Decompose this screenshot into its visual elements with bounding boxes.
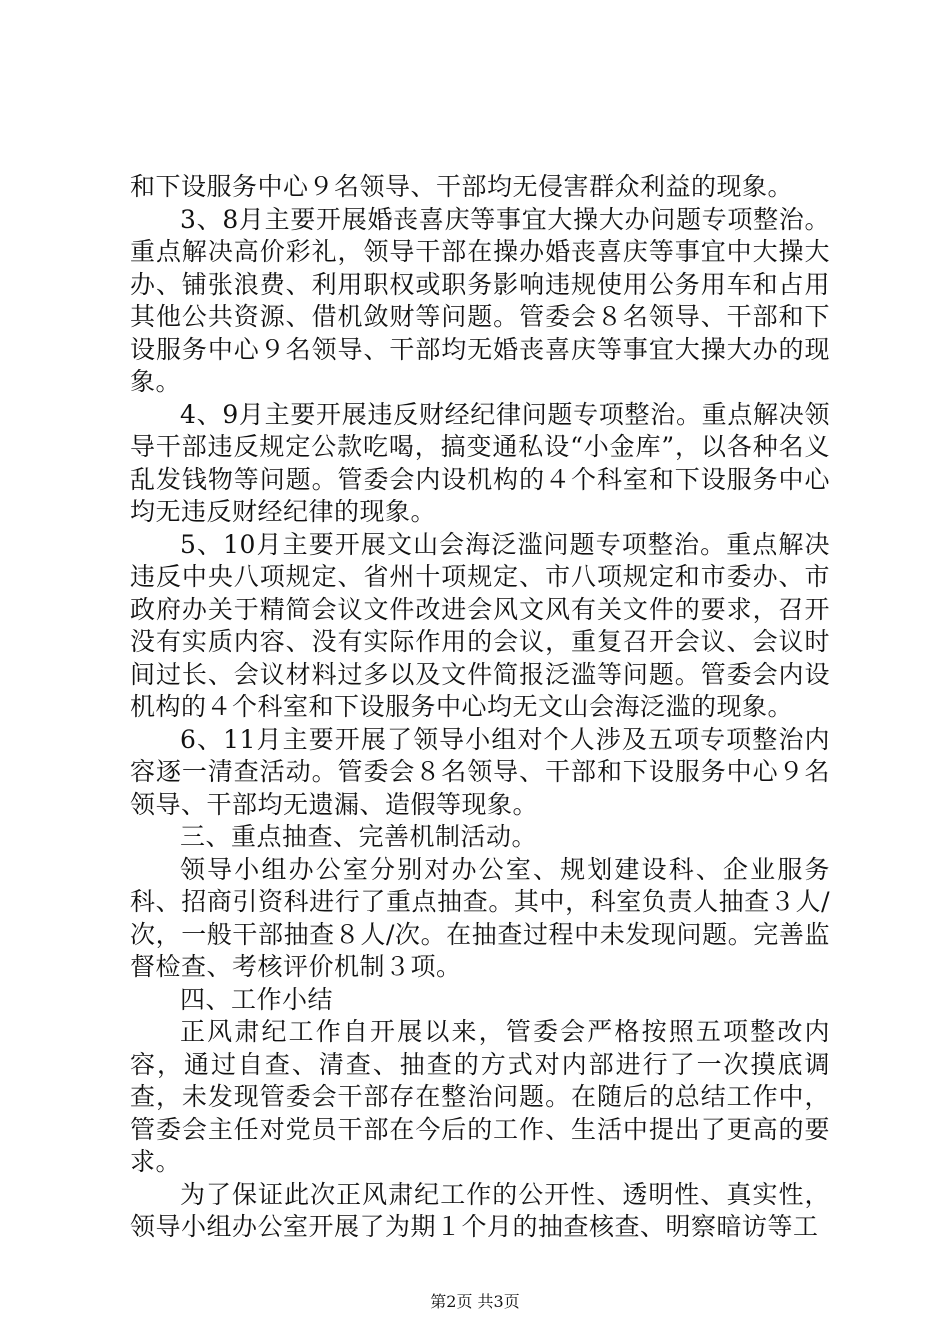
paragraph-item-4: 4、9月主要开展违反财经纪律问题专项整治。重点解决领导干部违反规定公款吃喝，搞变通私设“小金库”，以各种名义乱发钱物等问题。管委会内设机构的４个科室和下设服务中心均无违反财经纪律的现象。 <box>130 399 830 526</box>
paragraph-continuation: 和下设服务中心９名领导、干部均无侵害群众利益的现象。 <box>130 172 794 201</box>
paragraph-spot-check: 领导小组办公室分别对办公室、规划建设科、企业服务科、招商引资科进行了重点抽查。其中，科室负责人抽查３人/次，一般干部抽查８人/次。在抽查过程中未发现问题。完善监督检查、考核评价机制３项。 <box>130 854 830 981</box>
section-heading-4: 四、工作小结 <box>180 984 334 1014</box>
page-number-footer: 第2页 共3页 <box>430 1292 520 1311</box>
paragraph-summary: 正风肃纪工作自开展以来，管委会严格按照五项整改内容，通过自查、清查、抽查的方式对内部进行了一次摸底调查，未发现管委会干部存在整治问题。在随后的总结工作中，管委会主任对党员干部在今后的工作、生活中提出了更高的要求。 <box>130 1017 830 1176</box>
paragraph-item-5: 5、10月主要开展文山会海泛滥问题专项整治。重点解决违反中央八项规定、省州十项规定、市八项规定和市委办、市政府办关于精简会议文件改进会风文风有关文件的要求，召开没有实质内容、没有实际作用的会议，重复召开会议、会议时间过长、会议材料过多以及文件简报泛滥等问题。管委会内设机构的４个科室和下设服务中心均无文山会海泛滥的现象。 <box>130 529 830 721</box>
paragraph-item-3: 3、8月主要开展婚丧喜庆等事宜大操大办问题专项整治。重点解决高价彩礼，领导干部在操办婚丧喜庆等事宜中大操大办、铺张浪费、利用职权或职务影响违规使用公务用车和占用其他公共资源、借机敛财等问题。管委会８名领导、干部和下设服务中心９名领导、干部均无婚丧喜庆等事宜大操大办的现象。 <box>130 204 830 396</box>
section-heading-3: 三、重点抽查、完善机制活动。 <box>180 822 538 851</box>
document-body <box>130 171 830 1244</box>
paragraph-final: 为了保证此次正风肃纪工作的公开性、透明性、真实性，领导小组办公室开展了为期１个月的抽查核查、明察暗访等工 <box>130 1179 830 1241</box>
paragraph-item-6: 6、11月主要开展了领导小组对个人涉及五项专项整治内容逐一清查活动。管委会８名领导、干部和下设服务中心９名领导、干部均无遗漏、造假等现象。 <box>130 724 830 819</box>
